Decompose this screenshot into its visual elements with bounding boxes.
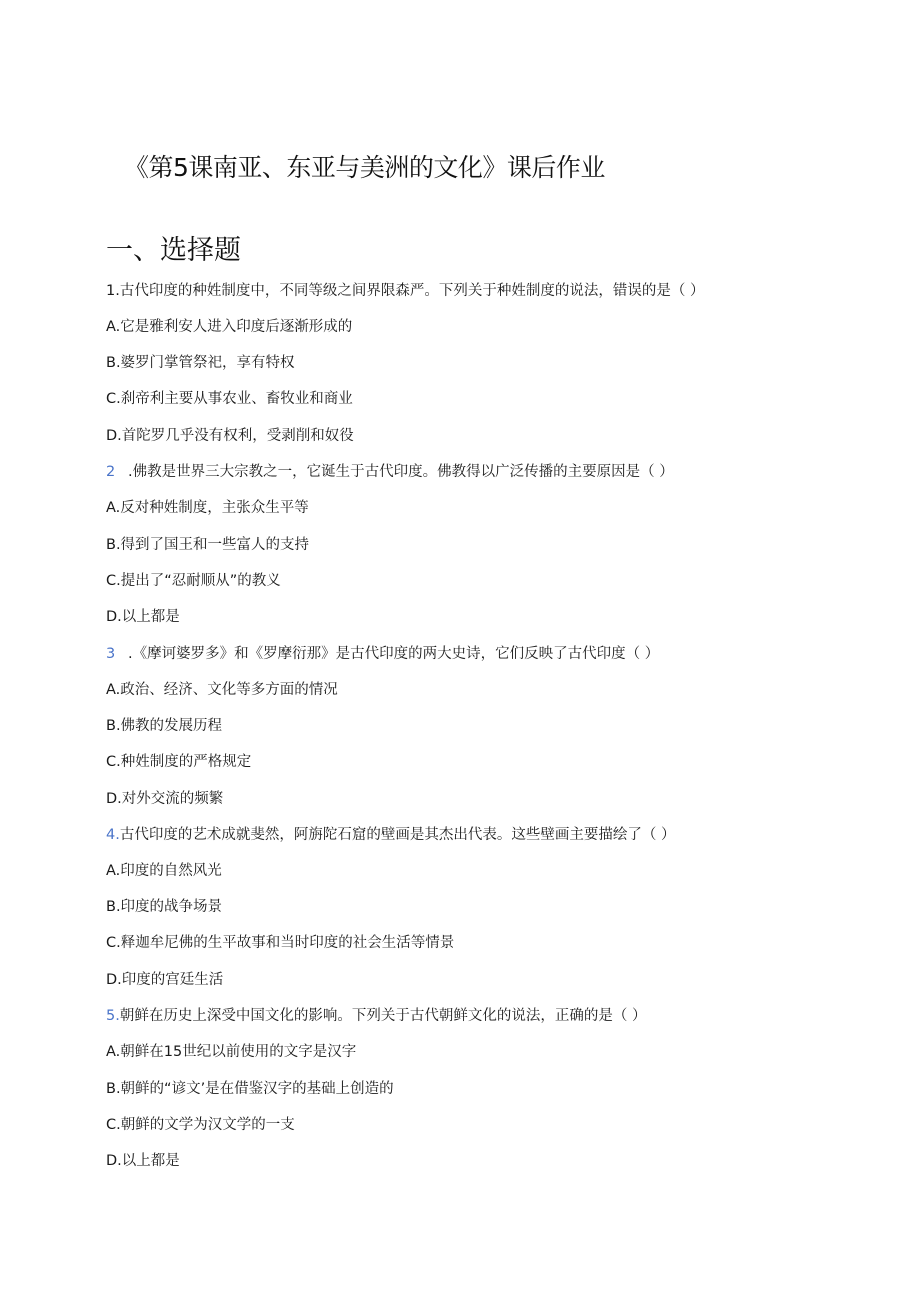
question-1-option-c: C.刹帝利主要从事农业、畜牧业和商业 (106, 391, 353, 407)
question-4-text: 古代印度的艺术成就斐然，阿旃陀石窟的壁画是其杰出代表。这些壁画主要描绘了（ ） (119, 827, 676, 843)
question-1-option-a: A.它是雅利安人进入印度后逐渐形成的 (106, 319, 353, 335)
question-4-option-d: D.印度的宫廷生活 (106, 972, 224, 988)
section-heading: 一、选择题 (106, 235, 241, 266)
question-4-number: 4. (106, 827, 120, 843)
question-1-option-d: D.首陀罗几乎没有权利，受剥削和奴役 (106, 428, 354, 444)
question-1-text: 古代印度的种姓制度中，不同等级之间界限森严。下列关于种姓制度的说法，错误的是（ ） (119, 283, 705, 299)
question-5-option-d: D.以上都是 (106, 1153, 180, 1169)
question-5-text: 朝鲜在历史上深受中国文化的影响。下列关于古代朝鲜文化的说法，正确的是（ ） (119, 1008, 647, 1024)
question-5-number: 5. (106, 1008, 120, 1024)
question-2-stem (106, 462, 674, 482)
question-3-text: .《摩诃婆罗多》和《罗摩衍那》是古代印度的两大史诗，它们反映了古代印度（ ） (128, 646, 660, 662)
question-2-option-c: C.提出了“忍耐顺从”的教义 (106, 573, 281, 589)
question-4-option-b: B.印度的战争场景 (106, 899, 223, 915)
question-1-option-b: B.婆罗门掌管祭祀，享有特权 (106, 355, 295, 371)
question-5-option-c: C.朝鲜的文学为汉文学的一支 (106, 1117, 295, 1133)
question-3-stem (106, 644, 659, 664)
question-4-stem (106, 825, 675, 845)
question-5-stem (106, 1006, 646, 1026)
question-2-option-b: B.得到了国王和一些富人的支持 (106, 537, 310, 553)
question-3-option-d: D.对外交流的频繁 (106, 791, 224, 807)
question-1-number: 1. (106, 283, 120, 299)
question-3-option-c: C.种姓制度的严格规定 (106, 754, 252, 770)
question-5-option-a: A.朝鲜在15世纪以前使用的文字是汉字 (106, 1044, 357, 1060)
question-2-number: 2 (106, 464, 116, 480)
question-3-option-a: A.政治、经济、文化等多方面的情况 (106, 682, 338, 698)
question-2-option-a: A.反对种姓制度，主张众生平等 (106, 500, 309, 516)
question-4-option-c: C.释迦牟尼佛的生平故事和当时印度的社会生活等情景 (106, 935, 455, 951)
question-4-option-a: A.印度的自然风光 (106, 863, 222, 879)
question-5-option-b: B.朝鲜的“谚文’是在借鉴汉字的基础上创造的 (106, 1081, 394, 1097)
question-3-number: 3 (106, 646, 116, 662)
question-2-text: .佛教是世界三大宗教之一，它诞生于古代印度。佛教得以广泛传播的主要原因是（ ） (128, 464, 674, 480)
question-1-stem (106, 281, 704, 301)
question-2-option-d: D.以上都是 (106, 609, 180, 625)
question-3-option-b: B.佛教的发展历程 (106, 718, 223, 734)
document-title: 《第5课南亚、东亚与美洲的文化》课后作业 (124, 153, 605, 182)
